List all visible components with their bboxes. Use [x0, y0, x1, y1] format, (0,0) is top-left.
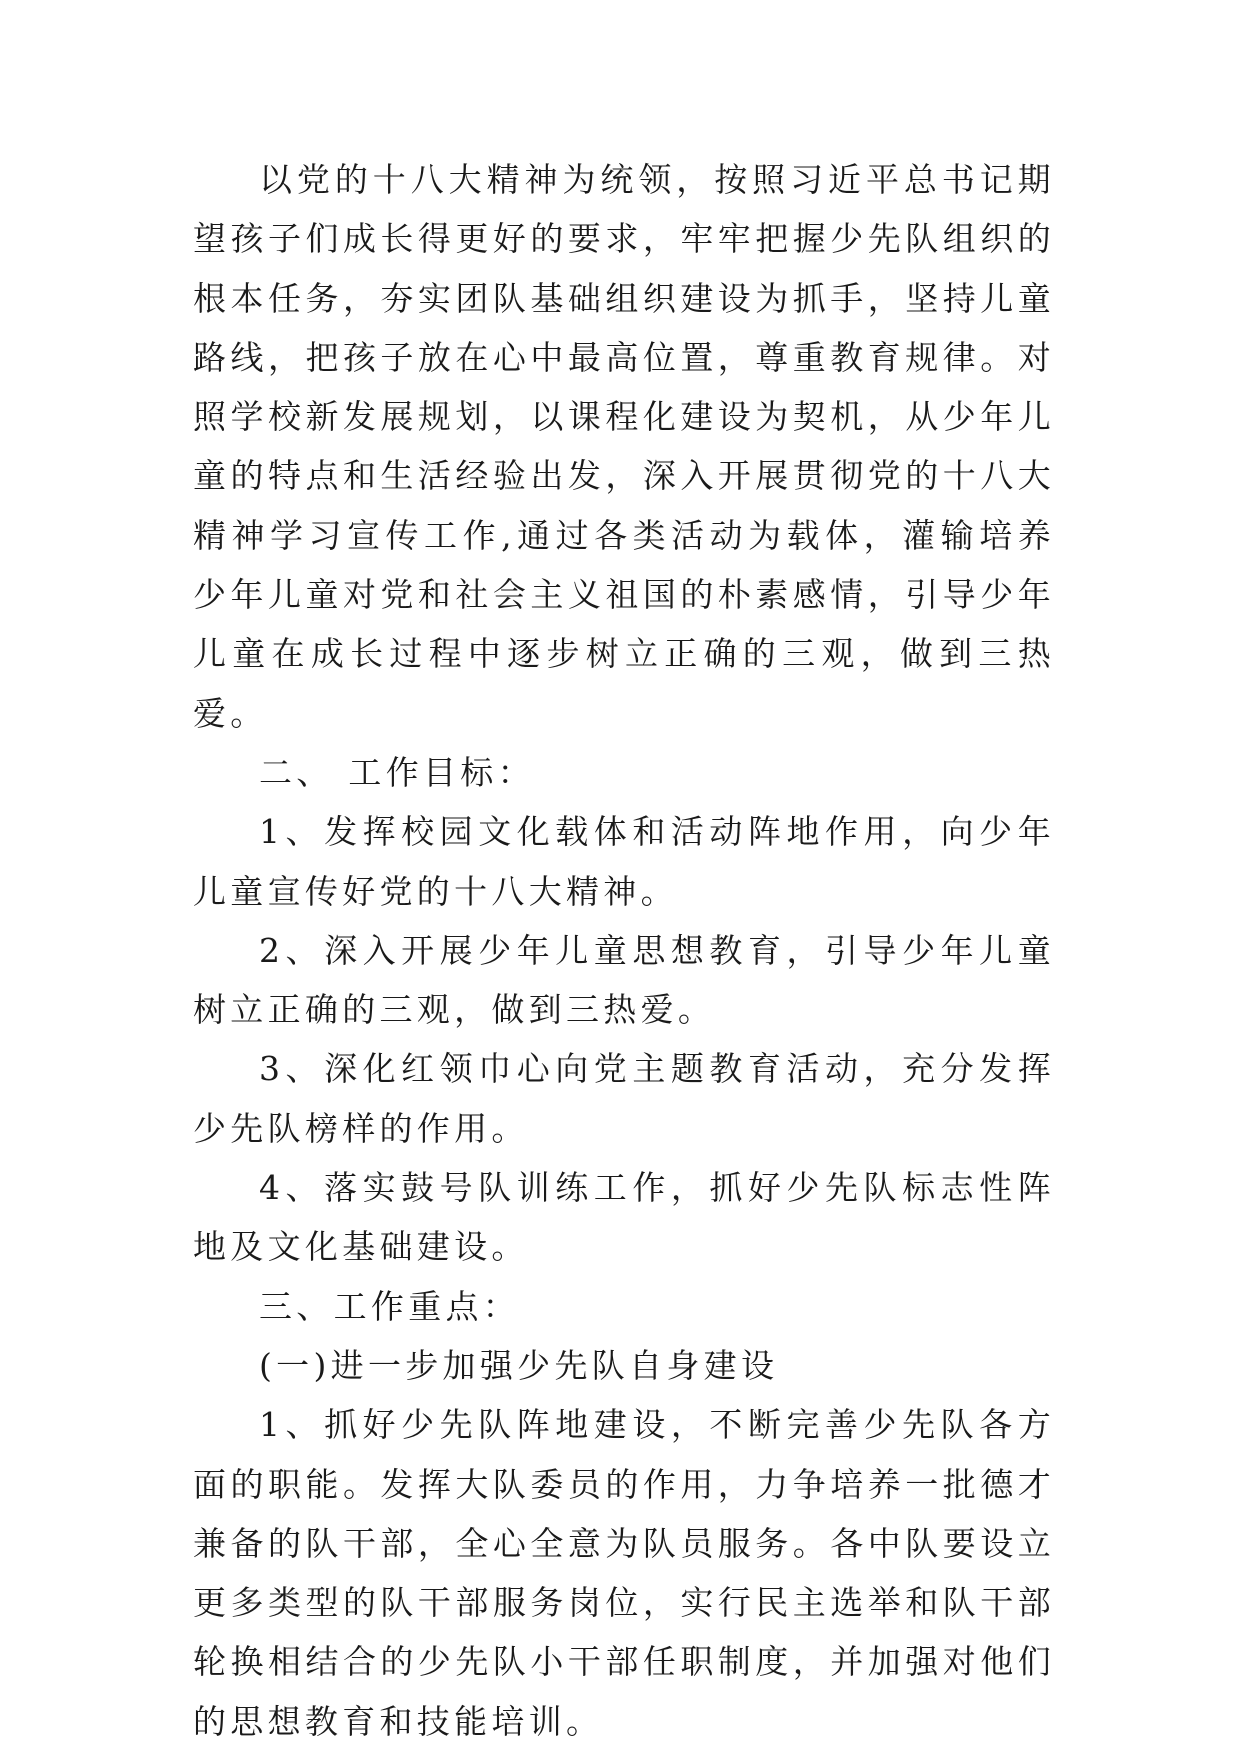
- document-body: [193, 150, 1055, 1751]
- goal-item-1: 1、发挥校园文化载体和活动阵地作用，向少年儿童宣传好党的十八大精神。: [193, 812, 1055, 911]
- focus-item-1: 1、抓好少先队阵地建设，不断完善少先队各方面的职能。发挥大队委员的作用，力争培养一批德才兼备的队干部，全心全意为队员服务。各中队要设立更多类型的队干部服务岗位，实行民主选举和队干部轮换相结合的少先队小干部任职制度，并加强对他们的思想教育和技能培训。: [193, 1405, 1055, 1741]
- section-heading-work-focus: 三、工作重点：: [259, 1286, 521, 1326]
- goal-item-3: 3、深化红领巾心向党主题教育活动，充分发挥少先队榜样的作用。: [193, 1049, 1055, 1148]
- goal-item-2: 2、深入开展少年儿童思想教育，引导少年儿童树立正确的三观，做到三热爱。: [193, 930, 1055, 1030]
- intro-paragraph: 以党的十八大精神为统领，按照习近平总书记期望孩子们成长得更好的要求，牢牢把握少先队组织的根本任务，夯实团队基础组织建设为抓手，坚持儿童路线，把孩子放在心中最高位置，尊重教育规律。对照学校新发展规划，以课程化建设为契机，从少年儿童的特点和生活经验出发，深入开展贯彻党的十八大精神学习宣传工作,通过各类活动为载体，灌输培养少年儿童对党和社会主义祖国的朴素感情，引导少年儿童在成长过程中逐步树立正确的三观，做到三热爱。: [193, 160, 1055, 733]
- section-heading-work-goals: 二、 工作目标：: [259, 752, 535, 792]
- subsection-heading-1: (一)进一步加强少先队自身建设: [259, 1345, 779, 1385]
- goal-item-4: 4、落实鼓号队训练工作，抓好少先队标志性阵地及文化基础建设。: [193, 1168, 1055, 1267]
